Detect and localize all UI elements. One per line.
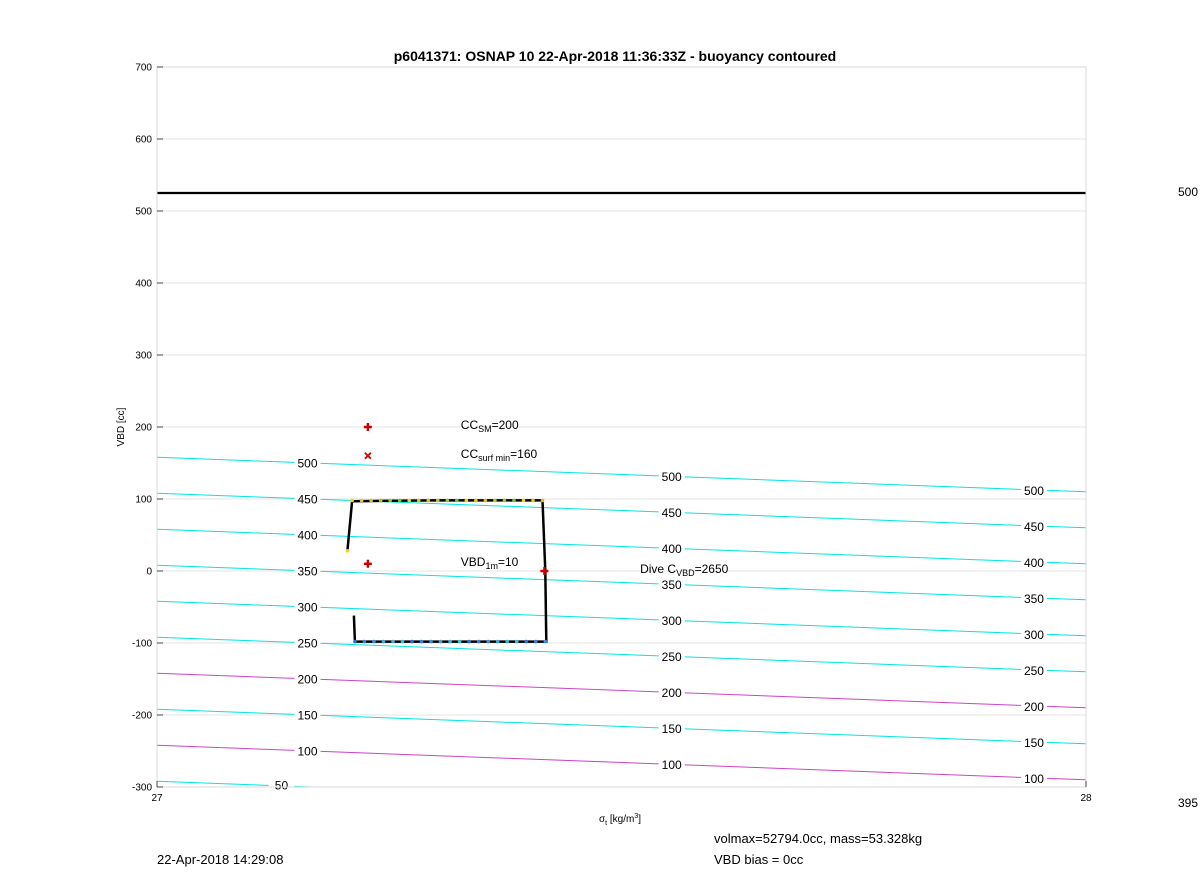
x-axis-label-sub: t bbox=[605, 820, 608, 827]
sample-dot bbox=[360, 499, 364, 503]
colorbar-tick-bottom: 395 bbox=[1178, 796, 1199, 810]
sample-dot bbox=[531, 499, 535, 503]
sample-dot bbox=[398, 499, 402, 503]
sample-dot bbox=[515, 640, 519, 644]
sample-dot bbox=[455, 499, 459, 503]
sample-dot bbox=[503, 499, 507, 503]
colorbar-tick-top: 500 bbox=[1178, 185, 1199, 199]
sample-dot bbox=[524, 640, 528, 644]
sample-dot bbox=[512, 499, 516, 503]
x-axis-label-close: ] bbox=[638, 814, 642, 825]
sample-dot bbox=[439, 640, 443, 644]
sample-dot bbox=[505, 640, 509, 644]
footer-volmax: volmax=52794.0cc, mass=53.328kg bbox=[714, 831, 923, 846]
y-tick-label: -300 bbox=[131, 782, 152, 794]
sample-dot bbox=[484, 499, 488, 503]
sample-dot bbox=[369, 499, 373, 503]
footer-timestamp: 22-Apr-2018 14:29:08 bbox=[157, 852, 284, 867]
sample-dot bbox=[346, 549, 350, 553]
y-tick-label: 700 bbox=[135, 62, 152, 74]
contour-label: 450 bbox=[661, 506, 682, 521]
sample-dot bbox=[474, 499, 478, 503]
annotations bbox=[461, 418, 729, 578]
contour-label: 250 bbox=[661, 650, 682, 665]
sample-dot bbox=[407, 499, 411, 503]
sample-dot bbox=[544, 640, 548, 644]
sample-dot bbox=[429, 640, 433, 644]
contour-label: 250 bbox=[1023, 663, 1044, 678]
axis-ticks bbox=[132, 63, 1092, 805]
contour-label: 450 bbox=[1023, 519, 1044, 534]
sample-dot bbox=[391, 640, 395, 644]
x-marker bbox=[365, 453, 371, 459]
contour-label: 100 bbox=[297, 744, 318, 759]
contour-label: 150 bbox=[661, 722, 682, 737]
sample-dot bbox=[496, 640, 500, 644]
x-axis-label-main: σ bbox=[598, 814, 606, 825]
annotation-dive-c: Dive $C_{VBD}=2650$ bbox=[640, 562, 729, 578]
contour-label: 200 bbox=[661, 686, 682, 701]
sample-dot bbox=[388, 499, 392, 503]
contour-label: 400 bbox=[297, 528, 318, 543]
sample-dot bbox=[465, 499, 469, 503]
y-tick-label: -100 bbox=[131, 638, 152, 650]
chart-title: p6041371: OSNAP 10 22-Apr-2018 11:36:33Z - buoyancy contoured bbox=[393, 48, 837, 64]
sample-dot bbox=[426, 499, 430, 503]
y-tick-label: 200 bbox=[135, 422, 152, 434]
contour-label: 100 bbox=[661, 758, 682, 773]
x-tick-label: 27 bbox=[151, 793, 163, 804]
y-tick-label: -200 bbox=[131, 710, 152, 722]
contour-label: 100 bbox=[1023, 771, 1044, 786]
sample-dot bbox=[379, 499, 383, 503]
contour-label: 400 bbox=[1023, 555, 1044, 570]
sample-dot bbox=[410, 640, 414, 644]
contour-label: 50 bbox=[274, 778, 289, 793]
x-tick-label: 28 bbox=[1080, 793, 1092, 804]
footer-vbd-bias: VBD bias = 0cc bbox=[714, 852, 804, 867]
sample-dot bbox=[458, 640, 462, 644]
sample-dot bbox=[372, 640, 376, 644]
annotation-cc-surf: $CC_{surf min}=160$ bbox=[460, 446, 538, 463]
sample-dot bbox=[467, 640, 471, 644]
contour-label: 150 bbox=[297, 708, 318, 723]
y-tick-label: 600 bbox=[135, 134, 152, 146]
sample-dot bbox=[353, 640, 357, 644]
contour-label: 500 bbox=[1023, 483, 1044, 498]
contour-labels bbox=[268, 456, 1046, 792]
x-axis-label-units: [kg/m bbox=[607, 814, 635, 825]
contour-label: 300 bbox=[661, 614, 682, 629]
sample-dot bbox=[420, 640, 424, 644]
sample-dot bbox=[446, 499, 450, 503]
sample-dot bbox=[541, 499, 545, 503]
sample-dot bbox=[493, 499, 497, 503]
contour-label: 350 bbox=[661, 578, 682, 593]
sample-dot bbox=[382, 640, 386, 644]
contour-50 bbox=[157, 781, 1086, 816]
contour-label: 250 bbox=[297, 636, 318, 651]
sample-dot bbox=[350, 499, 354, 503]
sample-dot bbox=[448, 640, 452, 644]
y-axis-label: VBD [cc] bbox=[116, 407, 127, 447]
contour-label: 450 bbox=[297, 492, 318, 507]
sample-dot bbox=[522, 499, 526, 503]
sample-dot bbox=[417, 499, 421, 503]
y-tick-label: 400 bbox=[135, 278, 152, 290]
sample-dot bbox=[486, 640, 490, 644]
sample-dot bbox=[363, 640, 367, 644]
contour-label: 150 bbox=[1023, 735, 1044, 750]
y-tick-label: 500 bbox=[135, 206, 152, 218]
x-axis-label-sup: 3 bbox=[634, 813, 639, 820]
contour-label: 200 bbox=[297, 672, 318, 687]
contour-label: 500 bbox=[661, 470, 682, 485]
plus-marker bbox=[364, 560, 372, 568]
contour-label: 350 bbox=[297, 564, 318, 579]
contour-label: 200 bbox=[1023, 699, 1044, 714]
annotation-cc-sm: $CC_{SM}=200$ bbox=[460, 418, 519, 434]
sample-dot bbox=[534, 640, 538, 644]
sample-dot bbox=[436, 499, 440, 503]
contour-label: 350 bbox=[1023, 591, 1044, 606]
plus-marker bbox=[364, 423, 372, 431]
y-tick-label: 300 bbox=[135, 350, 152, 362]
contour-label: 500 bbox=[297, 456, 318, 471]
y-tick-label: 0 bbox=[146, 566, 152, 578]
y-tick-label: 100 bbox=[135, 494, 152, 506]
contour-label: 400 bbox=[661, 542, 682, 557]
annotation-vbd-1m: $VBD_{1m}=10$ bbox=[460, 554, 519, 571]
x-axis-label bbox=[599, 813, 641, 827]
plus-marker bbox=[540, 567, 548, 575]
contour-label: 300 bbox=[1023, 627, 1044, 642]
sample-dot bbox=[477, 640, 481, 644]
sample-dot bbox=[401, 640, 405, 644]
contour-label: 300 bbox=[297, 600, 318, 615]
